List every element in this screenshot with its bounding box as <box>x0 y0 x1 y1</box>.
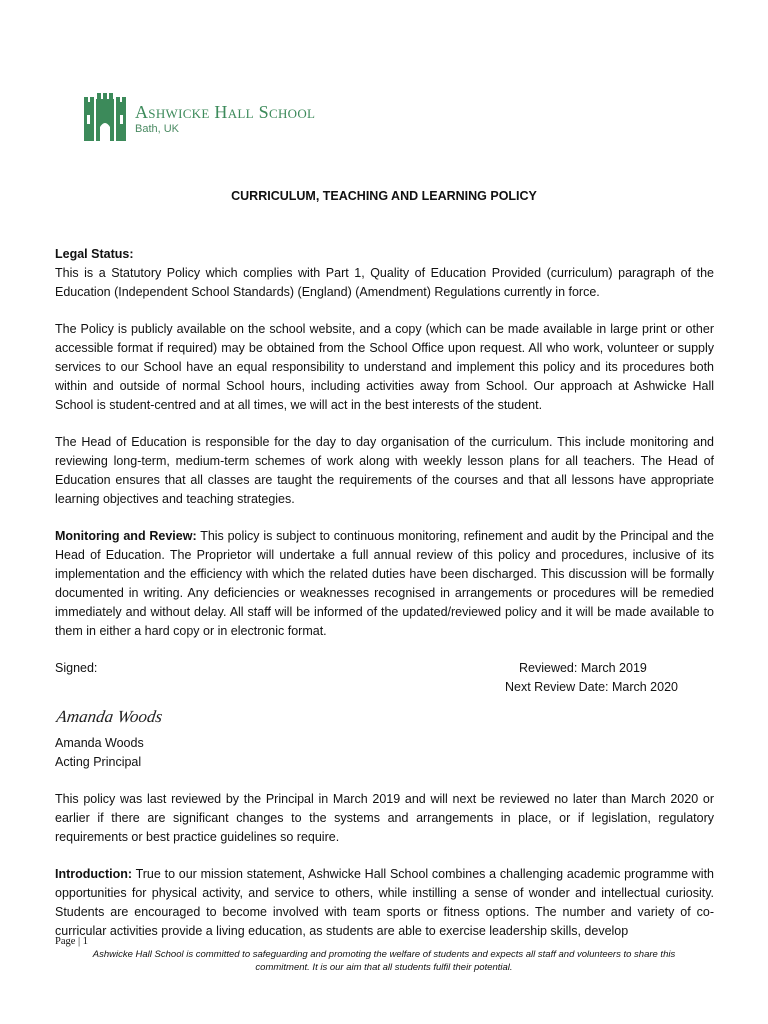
footer-note-line-1: Ashwicke Hall School is committed to safeguarding and promoting the welfare of students and expects all staff and volunteers to share this <box>92 949 676 960</box>
footer-note <box>0 948 768 974</box>
signatory-name: Amanda Woods <box>55 736 144 750</box>
reviewed-date: Reviewed: March 2019 <box>519 661 647 675</box>
page-number: Page | 1 <box>55 936 89 947</box>
castle-tower-icon <box>84 93 126 141</box>
document-body <box>55 245 714 959</box>
signed-label: Signed: <box>55 661 98 675</box>
signoff-row <box>55 659 714 697</box>
svg-text:Amanda Woods: Amanda Woods <box>55 707 164 726</box>
footer-note-line-2: commitment. It is our aim that all students fulfil their potential. <box>255 962 513 973</box>
review-paragraph: This policy was last reviewed by the Principal in March 2019 and will next be reviewed no later than March 2020 or earlier if there are significant changes to the systems and arrangements in place, or if legislation, regulatory requirements or best practice guidelines so require. <box>55 792 714 844</box>
next-review-date: Next Review Date: March 2020 <box>505 680 678 694</box>
monitoring-review-paragraph <box>55 527 714 641</box>
introduction-text: True to our mission statement, Ashwicke Hall School combines a challenging academic programme with opportunities for physical activity, and service to others, while instilling a sense of wonder and intellectual curiosity. Students are encouraged to become involved with team sports or fitness options. The number and variety of co-curricular activities provide a living education, as students are able to exercise leadership skills, develop <box>55 867 714 938</box>
introduction-paragraph <box>55 865 714 941</box>
legal-status-heading: Legal Status: <box>55 247 134 261</box>
availability-paragraph: The Policy is publicly available on the school website, and a copy (which can be made available in large print or other accessible format if required) may be obtained from the School Office upon request. All who work, volunteer or supply services to our School have an equal responsibility to understand and implement this policy and its procedures both within and outside of normal School hours, including activities away from School. Our approach at Ashwicke Hall School is student-centred and at all times, we will act in the best interests of the student. <box>55 322 714 412</box>
signatory-role: Acting Principal <box>55 755 142 769</box>
document-title: CURRICULUM, TEACHING AND LEARNING POLICY <box>231 189 537 203</box>
head-of-education-paragraph: The Head of Education is responsible for the day to day organisation of the curriculum. This include monitoring and reviewing long-term, medium-term schemes of work along with weekly lesson plans for all teachers. The Head of Education ensures that all classes are taught the requirements of the courses and that all lessons have appropriate learning objectives and teaching strategies. <box>55 435 714 506</box>
handwritten-signature <box>55 700 185 730</box>
introduction-heading: Introduction: <box>55 867 133 881</box>
school-logo <box>84 93 315 141</box>
monitoring-heading: Monitoring and Review: <box>55 529 197 543</box>
legal-status-text: This is a Statutory Policy which complies with Part 1, Quality of Education Provided (curriculum) paragraph of the Education (Independent School Standards) (England) (Amendment) Regulations currently in force. <box>55 266 714 299</box>
monitoring-text: This policy is subject to continuous monitoring, refinement and audit by the Principal and the Head of Education. The Proprietor will undertake a full annual review of this policy and procedures, inclusive of its implementation and the efficiency with which the related duties have been discharged. This discussion will be formally documented in writing. Any deficiencies or weaknesses recognised in arrangements or procedures will be remedied immediately and without delay. All staff will be informed of the updated/reviewed policy and it will be made available to them in either a hard copy or in electronic format. <box>55 529 714 638</box>
school-name: Ashwicke Hall School <box>135 102 316 122</box>
school-location: Bath, UK <box>135 123 180 135</box>
